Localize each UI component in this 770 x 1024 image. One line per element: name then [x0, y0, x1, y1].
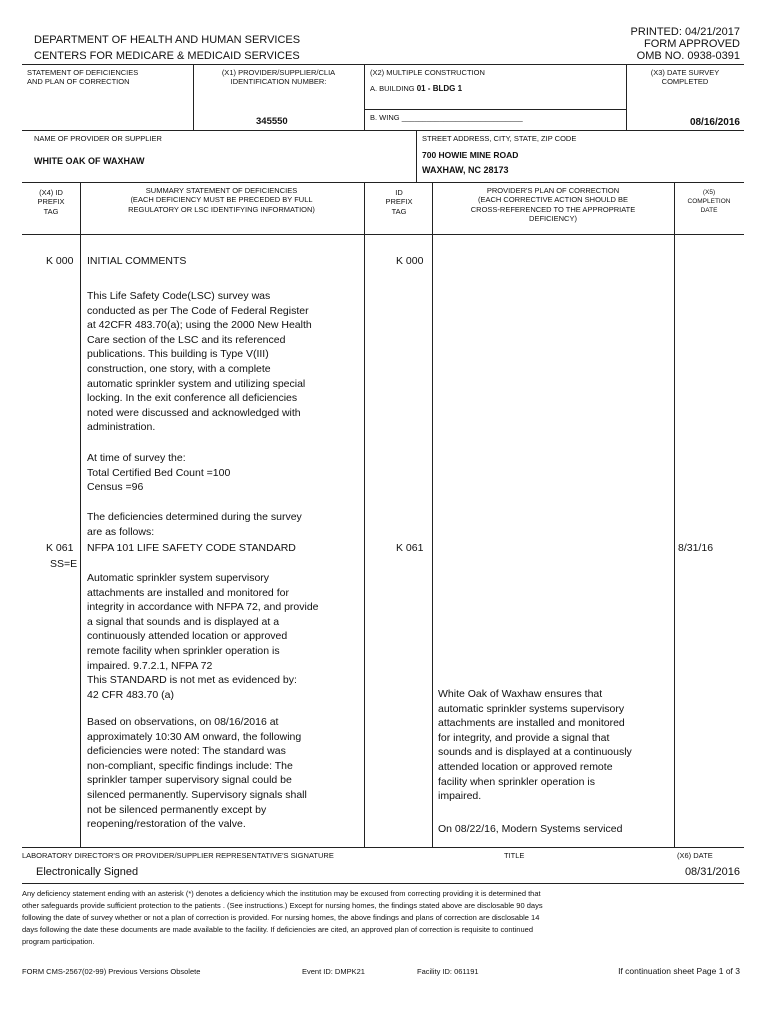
tag-k061: K 061 — [46, 542, 74, 554]
signature-date: 08/31/2016 — [684, 866, 740, 878]
event-id: Event ID: DMPK21 — [302, 967, 365, 976]
plan-of-correction-paragraph: White Oak of Waxhaw ensures that automatic sprinkler systems supervisory attachments are installed and monitored for integrity, and provide a signal that sounds and is displayed at a continuously attended location or approved remote facility when sprinkler operation is impaired. — [438, 688, 632, 803]
initial-comments-title: INITIAL COMMENTS — [87, 255, 187, 267]
wing-field — [370, 113, 523, 122]
building-value: 01 - BLDG 1 — [416, 84, 463, 93]
address-line2: WAXHAW, NC 28173 — [422, 165, 509, 175]
rule — [22, 182, 744, 183]
completion-date: 8/31/16 — [678, 542, 714, 554]
x3-label: (X3) DATE SURVEY COMPLETED — [650, 68, 720, 87]
plan-header: PROVIDER'S PLAN OF CORRECTION (EACH CORRECTIVE ACTION SHOULD BE CROSS-REFERENCED TO THE APPROPRIATE DEFICIENCY) — [470, 186, 636, 224]
x5-header: (X5) COMPLETION DATE — [687, 189, 731, 215]
rule — [22, 130, 744, 131]
x1-label: (X1) PROVIDER/SUPPLIER/CLIA IDENTIFICATION NUMBER: — [221, 68, 336, 87]
signature-date-label: (X6) DATE — [677, 851, 713, 860]
printed-date: PRINTED: 04/21/2017 — [630, 26, 740, 38]
plan-service-paragraph: On 08/22/16, Modern Systems serviced — [438, 823, 623, 835]
id-tag-k000: K 000 — [396, 255, 424, 267]
summary-header: SUMMARY STATEMENT OF DEFICIENCIES (EACH DEFICIENCY MUST BE PRECEDED BY FULL REGULATORY OR LSC IDENTIFYING INFORMATION) — [128, 186, 315, 214]
form-approved: FORM APPROVED — [644, 38, 740, 50]
omb-number: OMB NO. 0938-0391 — [636, 50, 740, 62]
lsc-survey-paragraph: This Life Safety Code(LSC) survey was conducted as per The Code of Federal Register at 42CFR 483.70(a); using the 2000 New Health Care section of the LSC and its referenced publications. This building is Type V(III) construction, one story, with a complete automatic sprinkler system and utilizing special locking. In the exit conference all deficiencies noted were discussed and acknowledged with administration. — [87, 290, 312, 434]
facility-id: Facility ID: 061191 — [417, 967, 479, 976]
signature-value: Electronically Signed — [36, 866, 139, 878]
rule — [22, 234, 744, 235]
x4-header: (X4) ID PREFIX TAG — [37, 188, 65, 216]
survey-census-paragraph: At time of survey the: Total Certified Bed Count =100 Census =96 — [87, 452, 231, 494]
rule — [80, 182, 81, 847]
observations-paragraph: Based on observations, on 08/16/2016 at approximately 10:30 AM onward, the following deficiencies were noted: The standard was non-compliant, specific findings include: The sprinkler tamper supervisory signal could be silenced permanently. Supervisory signals shall not be silenced permanently except by reopening/restoration of the valve. — [87, 716, 307, 831]
wing-label: B. WING — [370, 113, 400, 122]
tag-k000: K 000 — [46, 255, 74, 267]
id-header: ID PREFIX TAG — [385, 188, 413, 216]
address-line1: 700 HOWIE MINE ROAD — [422, 150, 519, 160]
provider-name-label: NAME OF PROVIDER OR SUPPLIER — [34, 134, 162, 143]
rule — [22, 883, 744, 884]
address-label: STREET ADDRESS, CITY, STATE, ZIP CODE — [422, 134, 577, 143]
signature-label: LABORATORY DIRECTOR'S OR PROVIDER/SUPPLIER REPRESENTATIVE'S SIGNATURE — [22, 851, 334, 860]
provider-number: 345550 — [256, 116, 288, 127]
nfpa-standard-title: NFPA 101 LIFE SAFETY CODE STANDARD — [87, 542, 296, 554]
sprinkler-standard-paragraph: Automatic sprinkler system supervisory attachments are installed and monitored for integrity in accordance with NFPA 72, and provide a signal that sounds and is displayed at a continuously attended location or approved remote facility when sprinkler operation is impaired. 9.7.2.1, NFPA 72 This STANDARD is not met as evidenced by: 42 CFR 483.70 (a) — [87, 572, 319, 701]
scope-severity: SS=E — [50, 558, 78, 570]
agency-title: CENTERS FOR MEDICARE & MEDICAID SERVICES — [34, 50, 300, 62]
title-label: TITLE — [504, 851, 525, 860]
deficiencies-intro: The deficiencies determined during the survey are as follows: — [87, 511, 302, 538]
rule — [364, 109, 626, 110]
wing-value: _____________________________ — [401, 113, 523, 122]
rule — [674, 182, 675, 847]
form-number: FORM CMS-2567(02-99) Previous Versions Obsolete — [22, 967, 201, 976]
survey-completed-date: 08/16/2016 — [689, 117, 740, 128]
disclosure-footnote: Any deficiency statement ending with an asterisk (*) denotes a deficiency which the institution may be excused from correcting providing it is determined that other safeguards provide sufficient protection to the patients . (See instructions.) Except for nursing homes, the findings stated above are disclosable 90 days following the date of survey whether or not a plan of correction is provided. For nursing homes, the above findings and plans of correction are disclosable 14 days following the date these documents are made available to the facility. If deficiencies are cited, an approved plan of correction is requisite to continued program participation. — [22, 889, 543, 946]
x2-label: (X2) MULTIPLE CONSTRUCTION — [370, 68, 485, 77]
rule — [22, 64, 744, 65]
statement-label: STATEMENT OF DEFICIENCIES AND PLAN OF CORRECTION — [27, 68, 139, 87]
building-field — [370, 84, 462, 94]
department-title: DEPARTMENT OF HEALTH AND HUMAN SERVICES — [34, 34, 301, 46]
rule — [416, 130, 417, 182]
rule — [364, 182, 365, 847]
id-tag-k061: K 061 — [396, 542, 424, 554]
page-indicator: If continuation sheet Page 1 of 3 — [618, 966, 740, 976]
provider-name: WHITE OAK OF WAXHAW — [34, 156, 145, 166]
rule — [22, 847, 744, 848]
rule — [364, 64, 365, 130]
rule — [432, 182, 433, 847]
building-label: A. BUILDING — [370, 84, 415, 93]
